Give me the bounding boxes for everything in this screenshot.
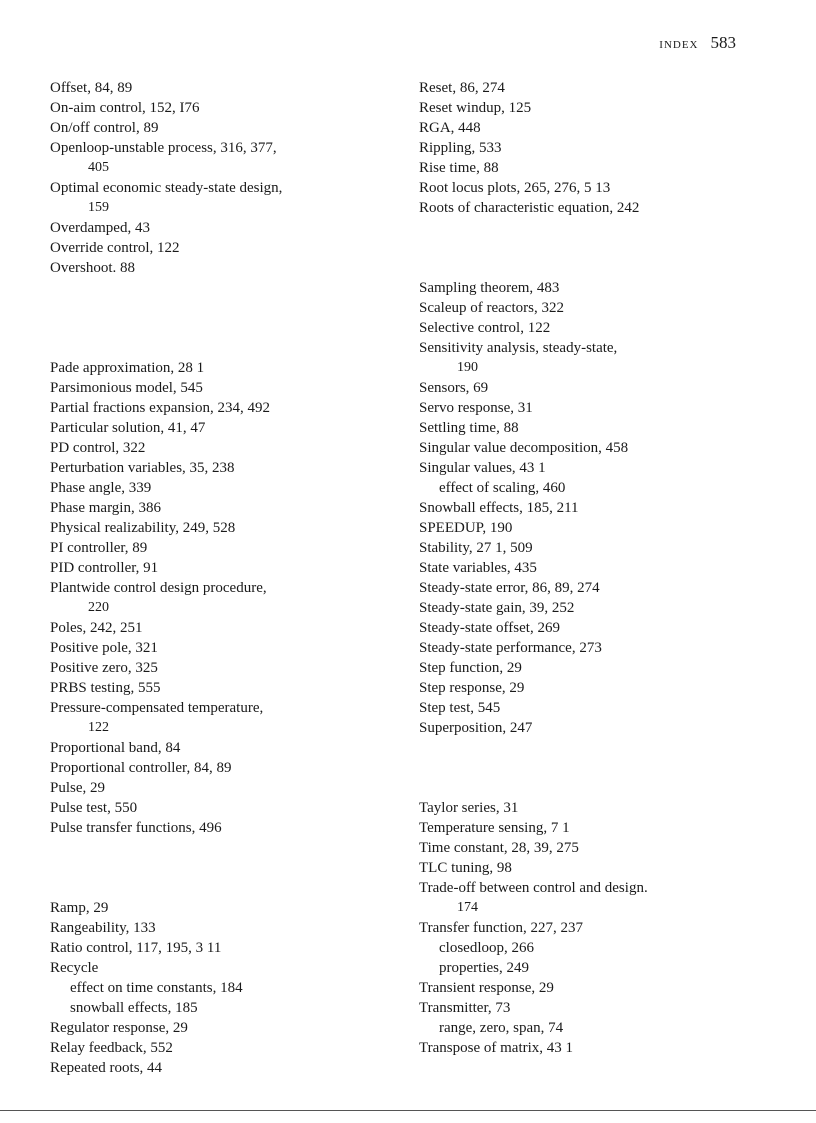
- index-entry: SPEEDUP, 190: [419, 520, 513, 536]
- index-entry: Pulse transfer functions, 496: [50, 820, 222, 836]
- index-entry: Trade-off between control and design.: [419, 880, 648, 896]
- section-gap: [50, 878, 400, 898]
- index-entry: Overshoot. 88: [50, 260, 135, 276]
- index-subentry: range, zero, span, 74: [439, 1020, 564, 1036]
- index-entry: Steady-state offset, 269: [419, 620, 560, 636]
- index-entry: Rippling, 533: [419, 140, 502, 156]
- index-entry: Scaleup of reactors, 322: [419, 300, 564, 316]
- index-entry: Singular value decomposition, 458: [419, 440, 629, 456]
- index-entry: Pade approximation, 28 1: [50, 360, 205, 376]
- index-entry: Overdamped, 43: [50, 220, 150, 236]
- index-entry: Transmitter, 73: [419, 1000, 511, 1016]
- index-entry: Positive pole, 321: [50, 640, 158, 656]
- running-header: [659, 33, 736, 53]
- index-entry: Steady-state error, 86, 89, 274: [419, 580, 600, 596]
- index-entry: TLC tuning, 98: [419, 860, 512, 876]
- section-gap: [50, 858, 400, 878]
- index-entry: Reset windup, 125: [419, 100, 532, 116]
- index-entry: Parsimonious model, 545: [50, 380, 203, 396]
- section-gap: [50, 838, 400, 858]
- index-subentry: effect on time constants, 184: [70, 980, 243, 996]
- footer-rule: [0, 1110, 816, 1111]
- index-entry: State variables, 435: [419, 560, 537, 576]
- index-entry: Partial fractions expansion, 234, 492: [50, 400, 270, 416]
- index-entry: Perturbation variables, 35, 238: [50, 460, 235, 476]
- index-subentry: effect of scaling, 460: [439, 480, 566, 496]
- index-column-right: [419, 78, 759, 1058]
- index-entry: Rangeability, 133: [50, 920, 156, 936]
- index-entry: Time constant, 28, 39, 275: [419, 840, 579, 856]
- index-entry: Rise time, 88: [419, 160, 499, 176]
- index-entry: Poles, 242, 251: [50, 620, 143, 636]
- section-gap: [50, 318, 400, 338]
- index-entry: Pressure-compensated temperature,: [50, 700, 264, 716]
- index-entry: Particular solution, 41, 47: [50, 420, 206, 436]
- index-entry-continuation: 174: [457, 900, 478, 915]
- index-entry: Openloop-unstable process, 316, 377,: [50, 140, 277, 156]
- index-entry: Root locus plots, 265, 276, 5 13: [419, 180, 611, 196]
- index-entry: Sampling theorem, 483: [419, 280, 560, 296]
- index-entry: Step function, 29: [419, 660, 522, 676]
- index-entry-continuation: 122: [88, 720, 109, 735]
- section-gap: [419, 738, 759, 758]
- index-entry: Ratio control, 117, 195, 3 11: [50, 940, 222, 956]
- index-entry: Servo response, 31: [419, 400, 533, 416]
- index-entry: Relay feedback, 552: [50, 1040, 173, 1056]
- index-entry: RGA, 448: [419, 120, 481, 136]
- index-subentry: properties, 249: [439, 960, 529, 976]
- index-entry-continuation: 190: [457, 360, 478, 375]
- index-entry: PID controller, 91: [50, 560, 159, 576]
- page-number: 583: [710, 33, 736, 52]
- index-entry: Pulse, 29: [50, 780, 106, 796]
- index-entry: Taylor series, 31: [419, 800, 519, 816]
- index-entry: Sensitivity analysis, steady-state,: [419, 340, 618, 356]
- index-entry: Snowball effects, 185, 211: [419, 500, 579, 516]
- index-entry: Proportional controller, 84, 89: [50, 760, 232, 776]
- index-entry-continuation: 405: [88, 160, 109, 175]
- index-subentry: closedloop, 266: [439, 940, 534, 956]
- index-entry: Phase angle, 339: [50, 480, 152, 496]
- index-entry: Override control, 122: [50, 240, 180, 256]
- index-entry: Transfer function, 227, 237: [419, 920, 584, 936]
- index-entry: PRBS testing, 555: [50, 680, 161, 696]
- section-gap: [419, 758, 759, 778]
- index-entry: Steady-state performance, 273: [419, 640, 602, 656]
- index-entry: PD control, 322: [50, 440, 146, 456]
- index-entry: Optimal economic steady-state design,: [50, 180, 283, 196]
- section-gap: [419, 238, 759, 258]
- section-gap: [419, 258, 759, 278]
- index-entry: Regulator response, 29: [50, 1020, 188, 1036]
- index-entry: Superposition, 247: [419, 720, 533, 736]
- index-entry: Step test, 545: [419, 700, 501, 716]
- index-entry: Pulse test, 550: [50, 800, 138, 816]
- index-entry: Roots of characteristic equation, 242: [419, 200, 640, 216]
- index-entry: Transient response, 29: [419, 980, 554, 996]
- index-entry: Step response, 29: [419, 680, 525, 696]
- index-entry: Stability, 27 1, 509: [419, 540, 533, 556]
- index-entry: PI controller, 89: [50, 540, 148, 556]
- section-gap: [419, 218, 759, 238]
- section-gap: [50, 338, 400, 358]
- index-entry: Plantwide control design procedure,: [50, 580, 267, 596]
- index-entry: Transpose of matrix, 43 1: [419, 1040, 574, 1056]
- index-entry: Proportional band, 84: [50, 740, 181, 756]
- index-subentry: snowball effects, 185: [70, 1000, 198, 1016]
- index-entry: Singular values, 43 1: [419, 460, 546, 476]
- index-entry: Repeated roots, 44: [50, 1060, 163, 1076]
- section-gap: [50, 298, 400, 318]
- index-entry: Steady-state gain, 39, 252: [419, 600, 575, 616]
- index-entry-continuation: 220: [88, 600, 109, 615]
- index-entry: On/off control, 89: [50, 120, 159, 136]
- index-entry: Recycle: [50, 960, 99, 976]
- index-entry: Ramp, 29: [50, 900, 109, 916]
- index-entry: Sensors, 69: [419, 380, 489, 396]
- section-gap: [50, 278, 400, 298]
- index-entry: Offset, 84, 89: [50, 80, 133, 96]
- index-entry: Reset, 86, 274: [419, 80, 505, 96]
- index-entry-continuation: 159: [88, 200, 109, 215]
- header-label: INDEX: [659, 39, 699, 51]
- section-gap: [419, 778, 759, 798]
- index-entry: Phase margin, 386: [50, 500, 161, 516]
- index-column-left: [50, 78, 400, 1078]
- index-entry: On-aim control, 152, I76: [50, 100, 200, 116]
- index-entry: Selective control, 122: [419, 320, 551, 336]
- index-entry: Physical realizability, 249, 528: [50, 520, 236, 536]
- index-entry: Temperature sensing, 7 1: [419, 820, 570, 836]
- index-entry: Settling time, 88: [419, 420, 519, 436]
- index-entry: Positive zero, 325: [50, 660, 158, 676]
